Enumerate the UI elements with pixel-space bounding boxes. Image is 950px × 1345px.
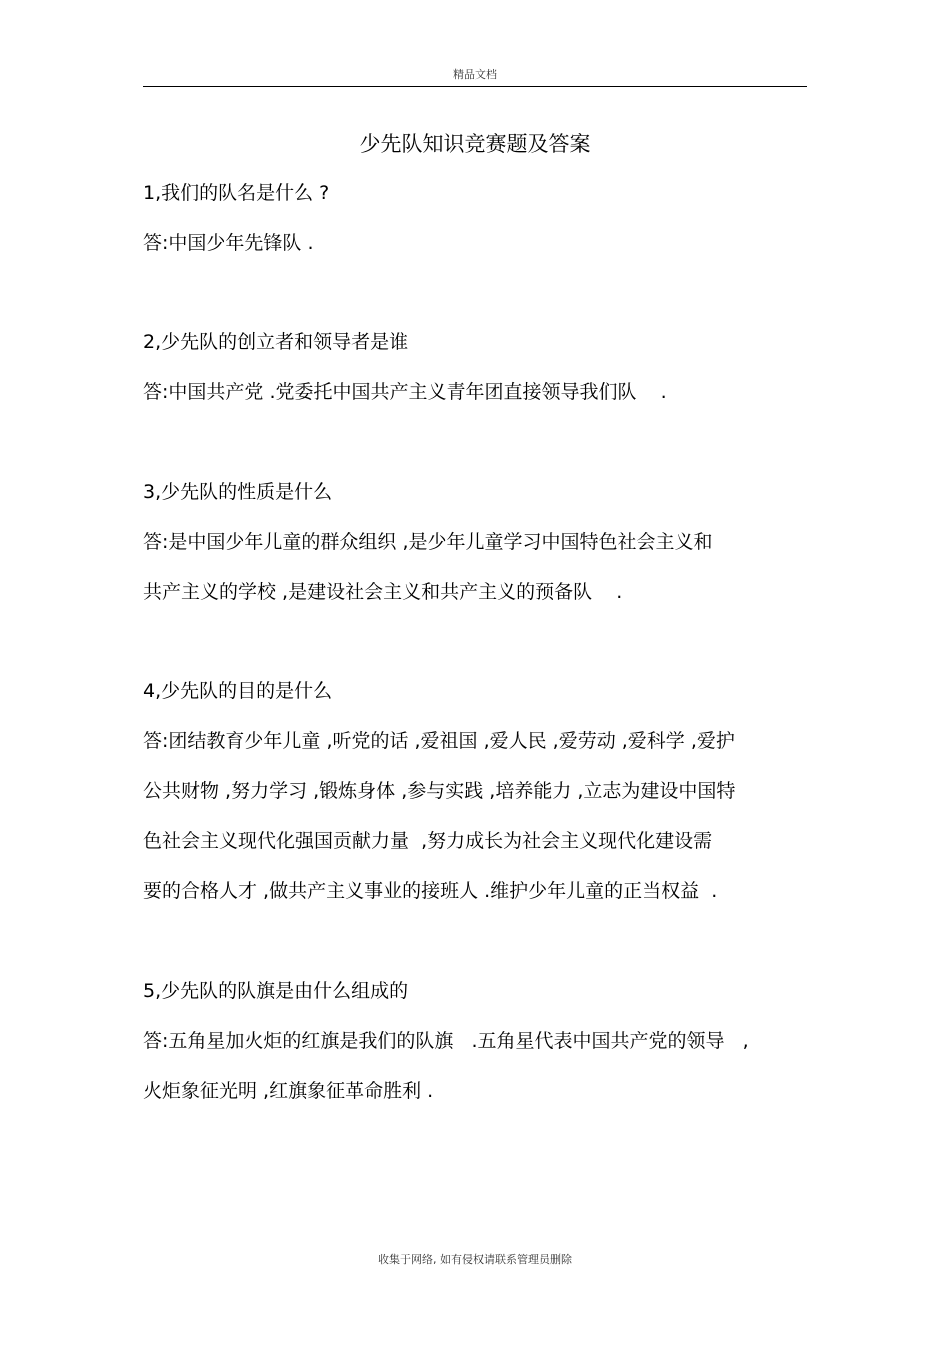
page-header: 精品文档 <box>453 68 497 81</box>
answer-3-line-2: 共产主义的学校 ,是建设社会主义和共产主义的预备队 . <box>143 581 623 603</box>
question-3: 3,少先队的性质是什么 <box>143 481 333 503</box>
answer-4-line-1: 答:团结教育少年儿童 ,听党的话 ,爱祖国 ,爱人民 ,爱劳动 ,爱科学 ,爱护 <box>143 730 735 752</box>
question-5: 5,少先队的队旗是由什么组成的 <box>143 980 409 1002</box>
question-4: 4,少先队的目的是什么 <box>143 680 333 702</box>
answer-5-line-2: 火炬象征光明 ,红旗象征革命胜利 . <box>143 1080 434 1102</box>
answer-3-line-1: 答:是中国少年儿童的群众组织 ,是少年儿童学习中国特色社会主义和 <box>143 531 713 553</box>
answer-4-line-3: 色社会主义现代化强国贡献力量 ,努力成长为社会主义现代化建设需 <box>143 830 713 852</box>
document-title: 少先队知识竞赛题及答案 <box>359 132 591 156</box>
answer-2-line-1: 答:中国共产党 .党委托中国共产主义青年团直接领导我们队 . <box>143 381 667 403</box>
header-divider <box>143 86 807 87</box>
question-1: 1,我们的队名是什么 ? <box>143 182 330 204</box>
answer-1-line-1: 答:中国少年先锋队 . <box>143 232 314 254</box>
answer-4-line-4: 要的合格人才 ,做共产主义事业的接班人 .维护少年儿童的正当权益 . <box>143 880 718 902</box>
answer-5-line-1: 答:五角星加火炬的红旗是我们的队旗 .五角星代表中国共产党的领导 , <box>143 1030 749 1052</box>
question-2: 2,少先队的创立者和领导者是谁 <box>143 331 409 353</box>
answer-4-line-2: 公共财物 ,努力学习 ,锻炼身体 ,参与实践 ,培养能力 ,立志为建设中国特 <box>143 780 736 802</box>
page-footer: 收集于网络, 如有侵权请联系管理员删除 <box>378 1253 572 1266</box>
